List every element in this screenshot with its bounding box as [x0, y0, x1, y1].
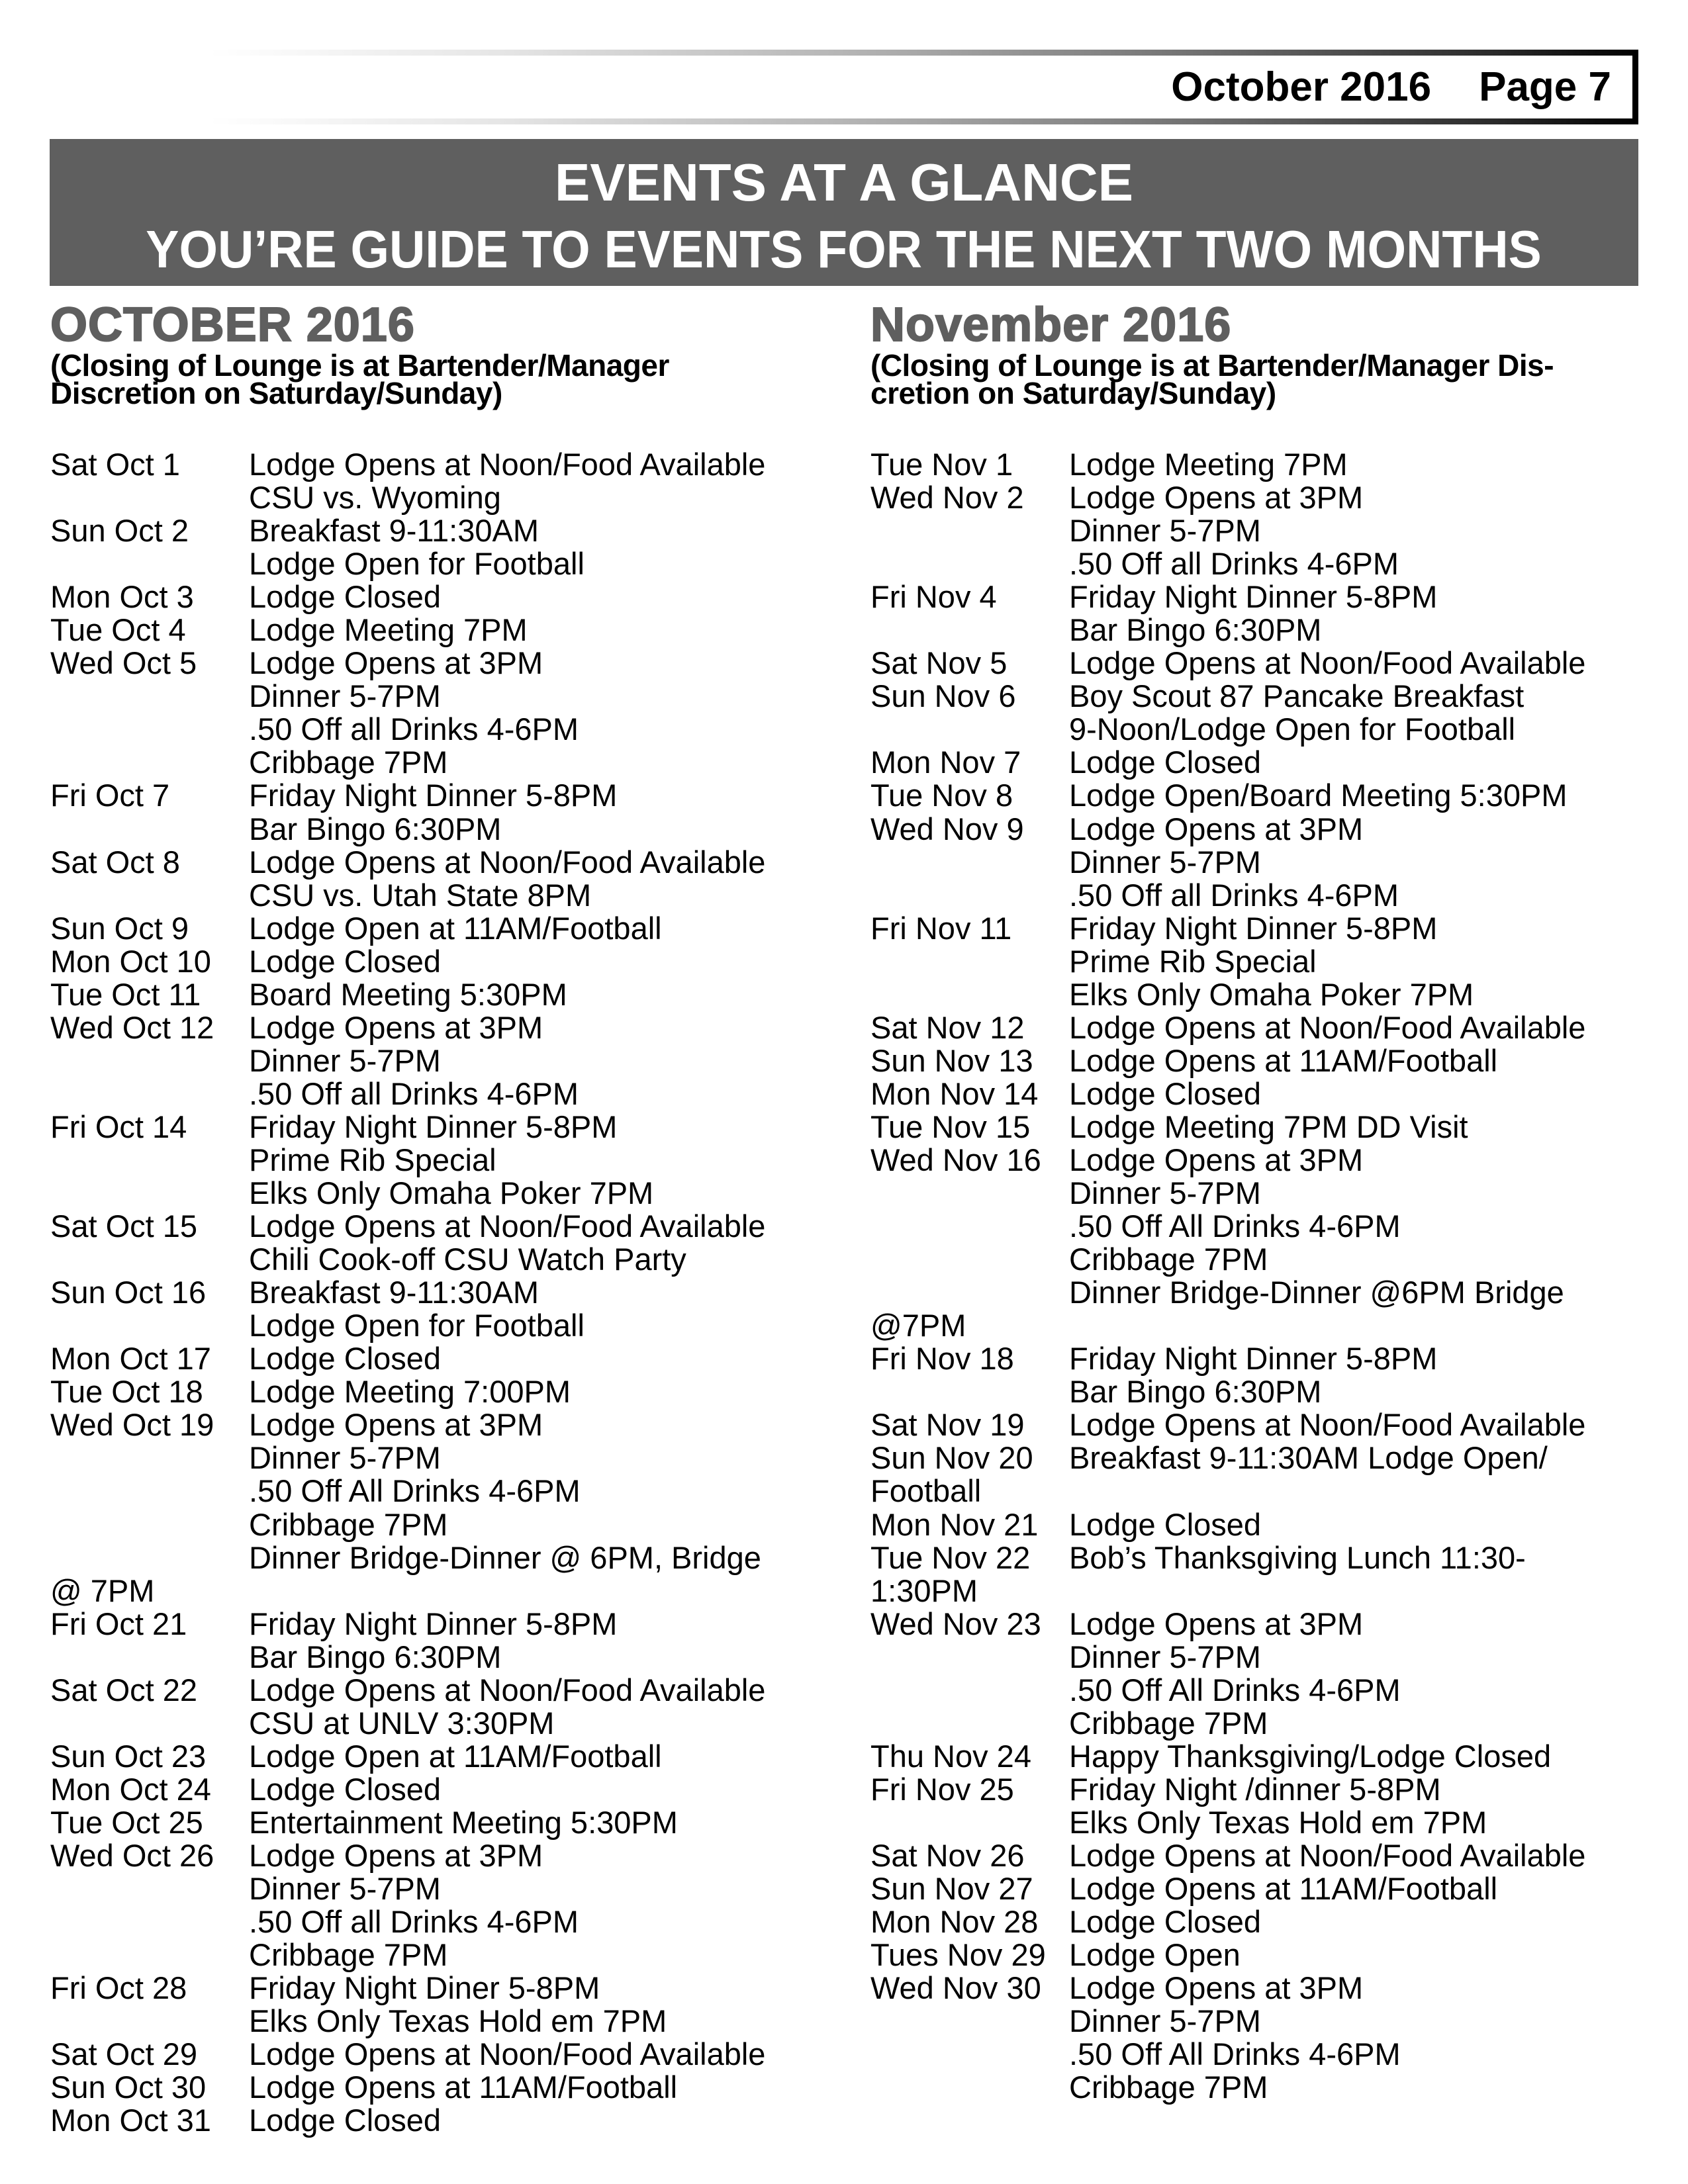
event-row: [50, 1905, 831, 1938]
event-row: [870, 2038, 1652, 2071]
event-row: [870, 1475, 1652, 1508]
event-text: Lodge Closed: [1069, 1075, 1262, 1111]
event-text: Lodge Closed: [249, 579, 442, 615]
event-text: 9-Noon/Lodge Open for Football: [1069, 711, 1516, 747]
event-row: [870, 680, 1652, 713]
event-date: Mon Oct 24: [50, 1771, 211, 1807]
event-row: [50, 1111, 831, 1144]
event-row: [870, 879, 1652, 912]
event-text: Elks Only Omaha Poker 7PM: [249, 1175, 654, 1211]
event-row: [870, 1773, 1652, 1806]
event-row: [870, 2071, 1652, 2104]
event-date: Fri Nov 11: [870, 910, 1012, 946]
event-row: [50, 1773, 831, 1806]
event-row: [870, 647, 1652, 680]
event-date: Tue Oct 4: [50, 612, 186, 648]
event-row: [50, 1872, 831, 1905]
event-date: Sat Nov 26: [870, 1837, 1025, 1873]
event-date: Mon Oct 3: [50, 579, 194, 615]
event-row: [50, 580, 831, 614]
event-text: Dinner 5-7PM: [1069, 1639, 1261, 1674]
event-date: Sun Nov 6: [870, 678, 1016, 714]
event-date: Wed Nov 9: [870, 811, 1024, 846]
event-date: Sun Oct 23: [50, 1738, 207, 1774]
event-text: CSU vs. Wyoming: [249, 480, 501, 516]
event-date: Wed Nov 30: [870, 1970, 1041, 2006]
event-text: Bar Bingo 6:30PM: [1069, 612, 1322, 648]
event-date: Sat Nov 19: [870, 1407, 1025, 1443]
event-row: [870, 1806, 1652, 1839]
event-text: Lodge Opens at 3PM: [1069, 811, 1364, 846]
event-row: [50, 1641, 831, 1674]
event-text: Lodge Open at 11AM/Football: [249, 910, 662, 946]
event-text: Lodge Opens at 3PM: [1069, 480, 1364, 516]
event-row: [50, 680, 831, 713]
event-row: [50, 514, 831, 547]
event-date: Sun Nov 20: [870, 1440, 1033, 1476]
event-row: [50, 448, 831, 481]
event-row: [50, 1077, 831, 1111]
event-text: Lodge Opens at 3PM: [249, 1407, 543, 1443]
event-row: [50, 2005, 831, 2038]
event-row: [870, 1740, 1652, 1773]
event-text: Lodge Meeting 7PM DD Visit: [1069, 1109, 1468, 1144]
event-text: Dinner 5-7PM: [1069, 1175, 1261, 1211]
event-row: [870, 1972, 1652, 2005]
event-text: Lodge Opens at 3PM: [249, 645, 543, 681]
event-text: .50 Off All Drinks 4-6PM: [1069, 1208, 1401, 1244]
event-text: Lodge Closed: [249, 2103, 442, 2138]
event-date: Wed Nov 16: [870, 1142, 1041, 1177]
event-row: [870, 1508, 1652, 1541]
event-text: Dinner 5-7PM: [1069, 513, 1261, 549]
event-text: Dinner 5-7PM: [249, 1042, 441, 1078]
event-text: CSU at UNLV 3:30PM: [249, 1705, 555, 1741]
event-date: Mon Nov 28: [870, 1904, 1039, 1940]
event-row: [50, 1707, 831, 1740]
event-date: Sun Nov 27: [870, 1871, 1033, 1907]
event-date: Sun Oct 30: [50, 2070, 207, 2105]
event-date: Sat Oct 22: [50, 1672, 198, 1707]
event-row: [870, 912, 1652, 945]
event-row: [870, 945, 1652, 978]
event-date: Sat Oct 8: [50, 844, 180, 880]
banner-subtitle-text: YOU’RE GUIDE TO EVENTS FOR THE NEXT TWO MONTHS: [146, 220, 1542, 279]
event-text: Dinner 5-7PM: [249, 678, 441, 714]
event-text: Board Meeting 5:30PM: [249, 976, 567, 1012]
event-row: [50, 1177, 831, 1210]
event-row: [50, 1044, 831, 1077]
event-text: Friday Night Diner 5-8PM: [249, 1970, 600, 2006]
event-text: Lodge Opens at Noon/Food Available: [1069, 1837, 1586, 1873]
event-row: [50, 1210, 831, 1243]
event-row: [870, 580, 1652, 614]
event-row: [50, 746, 831, 779]
page-header: [1171, 61, 1611, 114]
event-row: [50, 1541, 831, 1574]
event-date: Mon Nov 7: [870, 745, 1021, 780]
event-date: Sun Oct 2: [50, 513, 189, 549]
event-row: [50, 1243, 831, 1276]
event-text: Lodge Opens at Noon/Food Available: [249, 2036, 766, 2072]
event-text: Lodge Closed: [1069, 1506, 1262, 1542]
event-row: [870, 1441, 1652, 1475]
event-row: [50, 1839, 831, 1872]
event-date: Tue Nov 15: [870, 1109, 1031, 1144]
event-text-continued: Football: [870, 1473, 982, 1509]
event-text: Lodge Closed: [1069, 1904, 1262, 1940]
event-row: [870, 1641, 1652, 1674]
event-text: Cribbage 7PM: [249, 1937, 448, 1973]
event-text-continued: 1:30PM: [870, 1572, 978, 1608]
event-date: Sun Nov 13: [870, 1042, 1033, 1078]
issue-date: October 2016: [1171, 64, 1432, 110]
event-text: Lodge Open at 11AM/Football: [249, 1738, 662, 1774]
event-date: Thu Nov 24: [870, 1738, 1031, 1774]
event-row: [870, 1375, 1652, 1408]
event-date: Tue Oct 11: [50, 976, 201, 1012]
event-date: Tues Nov 29: [870, 1937, 1046, 1973]
event-row: [870, 1408, 1652, 1441]
event-row: [870, 1707, 1652, 1740]
event-row: [50, 1309, 831, 1342]
event-text: Friday Night Dinner 5-8PM: [1069, 1341, 1438, 1377]
header-right-rule: [1632, 50, 1638, 124]
event-text: Bar Bingo 6:30PM: [249, 1639, 502, 1674]
header-top-rule: [210, 50, 1638, 56]
event-row: [870, 1210, 1652, 1243]
event-date: Tue Oct 25: [50, 1804, 203, 1840]
event-text: Lodge Closed: [1069, 745, 1262, 780]
event-text: Boy Scout 87 Pancake Breakfast: [1069, 678, 1524, 714]
event-row: [50, 481, 831, 514]
event-date: Wed Oct 26: [50, 1837, 214, 1873]
event-text: Prime Rib Special: [1069, 943, 1317, 979]
event-text: Lodge Opens at 3PM: [249, 1837, 543, 1873]
event-text: Lodge Meeting 7PM: [1069, 447, 1348, 482]
event-date: Fri Oct 28: [50, 1970, 187, 2006]
event-date: Fri Nov 25: [870, 1771, 1014, 1807]
event-row: [870, 1574, 1652, 1608]
event-row: [50, 779, 831, 812]
event-text: Lodge Open for Football: [249, 546, 585, 582]
event-text: Lodge Opens at 3PM: [1069, 1142, 1364, 1177]
event-text: .50 Off All Drinks 4-6PM: [1069, 1672, 1401, 1707]
event-date: Fri Nov 18: [870, 1341, 1014, 1377]
event-row: [50, 1740, 831, 1773]
event-text: .50 Off All Drinks 4-6PM: [249, 1473, 581, 1509]
banner-title: EVENTS AT A GLANCE: [554, 153, 1134, 212]
event-row: [50, 647, 831, 680]
event-date: Sat Oct 1: [50, 447, 180, 482]
event-text: Bob’s Thanksgiving Lunch 11:30-: [1069, 1539, 1526, 1575]
event-row: [50, 614, 831, 647]
event-text: Lodge Opens at Noon/Food Available: [249, 1208, 766, 1244]
event-text: Breakfast 9-11:30AM: [249, 1275, 539, 1310]
event-row: [870, 614, 1652, 647]
event-row: [50, 1144, 831, 1177]
event-text: Cribbage 7PM: [249, 1506, 448, 1542]
event-row: [870, 1872, 1652, 1905]
event-date: Sat Nov 12: [870, 1009, 1025, 1045]
event-date: Fri Oct 7: [50, 778, 170, 813]
event-date: Wed Nov 2: [870, 480, 1024, 516]
event-text: Lodge Closed: [249, 1341, 442, 1377]
event-row: [50, 2038, 831, 2071]
event-date: Sat Nov 5: [870, 645, 1008, 681]
event-row: [50, 978, 831, 1011]
event-text: .50 Off All Drinks 4-6PM: [1069, 2036, 1401, 2072]
event-row: [50, 1408, 831, 1441]
event-row: [870, 1674, 1652, 1707]
event-row: [870, 547, 1652, 580]
event-text: .50 Off all Drinks 4-6PM: [249, 711, 579, 747]
event-text: Bar Bingo 6:30PM: [249, 811, 502, 846]
event-row: [870, 1044, 1652, 1077]
event-row: [870, 448, 1652, 481]
event-row: [50, 1972, 831, 2005]
event-row: [870, 1938, 1652, 1972]
event-row: [50, 1938, 831, 1972]
event-text: Lodge Opens at 11AM/Football: [1069, 1042, 1498, 1078]
event-row: [870, 1608, 1652, 1641]
event-date: Sat Oct 15: [50, 1208, 198, 1244]
event-date: Tue Nov 22: [870, 1539, 1031, 1575]
event-date: Fri Oct 14: [50, 1109, 187, 1144]
event-text: Lodge Opens at 11AM/Football: [1069, 1871, 1498, 1907]
event-row: [50, 912, 831, 945]
event-date: Wed Oct 19: [50, 1407, 214, 1443]
event-text: Lodge Closed: [249, 943, 442, 979]
event-text: Elks Only Texas Hold em 7PM: [249, 2003, 667, 2039]
event-text: Lodge Closed: [249, 1771, 442, 1807]
event-text: .50 Off all Drinks 4-6PM: [249, 1075, 579, 1111]
event-row: [50, 846, 831, 879]
event-row: [870, 1309, 1652, 1342]
event-text-continued: @7PM: [870, 1308, 966, 1343]
event-text: Dinner Bridge-Dinner @ 6PM, Bridge: [249, 1539, 761, 1575]
november-note-line: cretion on Saturday/Sunday): [870, 376, 1276, 410]
event-row: [50, 1011, 831, 1044]
event-text: Dinner 5-7PM: [1069, 844, 1261, 880]
event-row: [870, 779, 1652, 812]
event-row: [870, 2005, 1652, 2038]
event-date: Mon Oct 31: [50, 2103, 211, 2138]
november-note: [870, 348, 1652, 410]
event-row: [50, 1674, 831, 1707]
november-note-line: (Closing of Lounge is at Bartender/Manager Dis-: [870, 348, 1554, 383]
event-text: Bar Bingo 6:30PM: [1069, 1374, 1322, 1410]
event-row: [870, 1243, 1652, 1276]
november-column: [870, 298, 1652, 2105]
event-text: CSU vs. Utah State 8PM: [249, 877, 592, 913]
events-banner: [50, 139, 1638, 286]
page-number: Page 7: [1479, 64, 1611, 110]
event-row: [870, 514, 1652, 547]
event-text: Breakfast 9-11:30AM: [249, 513, 539, 549]
event-text: Lodge Opens at Noon/Food Available: [249, 1672, 766, 1707]
event-text: Friday Night Dinner 5-8PM: [249, 1109, 618, 1144]
event-row: [50, 1276, 831, 1309]
event-date: Sun Oct 16: [50, 1275, 207, 1310]
banner-subtitle: [50, 216, 1638, 283]
event-row: [50, 1441, 831, 1475]
event-text: Dinner 5-7PM: [249, 1440, 441, 1476]
event-text: Lodge Opens at 11AM/Football: [249, 2070, 678, 2105]
event-text: Cribbage 7PM: [1069, 1242, 1268, 1277]
event-row: [50, 1475, 831, 1508]
event-text: Lodge Opens at Noon/Food Available: [1069, 1009, 1586, 1045]
october-note-line: Discretion on Saturday/Sunday): [50, 376, 502, 410]
event-row: [50, 713, 831, 746]
event-text: Lodge Opens at Noon/Food Available: [1069, 1407, 1586, 1443]
event-date: Mon Nov 21: [870, 1506, 1039, 1542]
event-text: Lodge Opens at 3PM: [1069, 1970, 1364, 2006]
event-row: [50, 2071, 831, 2104]
event-date: Tue Nov 1: [870, 447, 1013, 482]
event-text: Friday Night Dinner 5-8PM: [1069, 910, 1438, 946]
event-row: [50, 1574, 831, 1608]
event-text: Dinner Bridge-Dinner @6PM Bridge: [1069, 1275, 1564, 1310]
event-text: .50 Off all Drinks 4-6PM: [1069, 877, 1399, 913]
event-row: [870, 978, 1652, 1011]
october-event-list: [50, 448, 831, 2137]
event-text: Happy Thanksgiving/Lodge Closed: [1069, 1738, 1552, 1774]
event-text: Breakfast 9-11:30AM Lodge Open/: [1069, 1440, 1548, 1476]
event-text-continued: @ 7PM: [50, 1572, 155, 1608]
event-row: [870, 746, 1652, 779]
event-text: Friday Night Dinner 5-8PM: [249, 778, 618, 813]
event-date: Tue Oct 18: [50, 1374, 203, 1410]
event-row: [50, 813, 831, 846]
event-text: Lodge Opens at Noon/Food Available: [249, 447, 766, 482]
october-title: OCTOBER 2016: [50, 298, 415, 351]
event-text: Chili Cook-off CSU Watch Party: [249, 1242, 686, 1277]
event-row: [870, 1839, 1652, 1872]
october-column: [50, 298, 831, 2138]
event-text: Dinner 5-7PM: [1069, 2003, 1261, 2039]
event-date: Wed Nov 23: [870, 1606, 1041, 1641]
event-text: Lodge Meeting 7:00PM: [249, 1374, 571, 1410]
event-text: Lodge Opens at Noon/Food Available: [249, 844, 766, 880]
event-text: Friday Night Dinner 5-8PM: [1069, 579, 1438, 615]
event-row: [50, 547, 831, 580]
event-row: [870, 481, 1652, 514]
event-date: Mon Oct 10: [50, 943, 211, 979]
event-date: Fri Nov 4: [870, 579, 997, 615]
event-row: [870, 1905, 1652, 1938]
event-row: [870, 1177, 1652, 1210]
event-text: Lodge Opens at Noon/Food Available: [1069, 645, 1586, 681]
event-date: Wed Oct 12: [50, 1009, 214, 1045]
event-row: [50, 1375, 831, 1408]
october-note: [50, 348, 831, 410]
event-date: Mon Oct 17: [50, 1341, 211, 1377]
event-date: Sat Oct 29: [50, 2036, 198, 2072]
event-row: [870, 846, 1652, 879]
event-text: Lodge Open for Football: [249, 1308, 585, 1343]
event-row: [50, 1608, 831, 1641]
event-text: Cribbage 7PM: [249, 745, 448, 780]
event-text: Friday Night Dinner 5-8PM: [249, 1606, 618, 1641]
event-row: [50, 1806, 831, 1839]
event-text: Friday Night /dinner 5-8PM: [1069, 1771, 1441, 1807]
event-text: Lodge Meeting 7PM: [249, 612, 528, 648]
event-text: Lodge Opens at 3PM: [249, 1009, 543, 1045]
event-text: .50 Off all Drinks 4-6PM: [1069, 546, 1399, 582]
event-row: [50, 945, 831, 978]
event-row: [50, 2104, 831, 2137]
event-text: Lodge Opens at 3PM: [1069, 1606, 1364, 1641]
event-date: Wed Oct 5: [50, 645, 197, 681]
november-event-list: [870, 448, 1652, 2104]
event-row: [870, 1011, 1652, 1044]
event-row: [870, 1077, 1652, 1111]
event-row: [870, 1276, 1652, 1309]
october-note-line: (Closing of Lounge is at Bartender/Manager: [50, 348, 669, 383]
event-text: Cribbage 7PM: [1069, 1705, 1268, 1741]
event-text: .50 Off all Drinks 4-6PM: [249, 1904, 579, 1940]
event-row: [870, 713, 1652, 746]
november-title: November 2016: [870, 298, 1232, 351]
header-bottom-rule: [210, 118, 1638, 124]
event-date: Tue Nov 8: [870, 778, 1013, 813]
event-text: Elks Only Texas Hold em 7PM: [1069, 1804, 1487, 1840]
event-row: [870, 1111, 1652, 1144]
event-text: Cribbage 7PM: [1069, 2070, 1268, 2105]
event-date: Sun Oct 9: [50, 910, 189, 946]
event-text: Lodge Open/Board Meeting 5:30PM: [1069, 778, 1568, 813]
event-row: [50, 1342, 831, 1375]
event-row: [50, 879, 831, 912]
event-text: Lodge Open: [1069, 1937, 1241, 1973]
event-text: Entertainment Meeting 5:30PM: [249, 1804, 678, 1840]
event-row: [50, 1508, 831, 1541]
event-date: Mon Nov 14: [870, 1075, 1039, 1111]
event-date: Fri Oct 21: [50, 1606, 187, 1641]
event-row: [870, 1342, 1652, 1375]
event-text: Dinner 5-7PM: [249, 1871, 441, 1907]
event-row: [870, 813, 1652, 846]
event-row: [870, 1144, 1652, 1177]
event-text: Prime Rib Special: [249, 1142, 496, 1177]
event-text: Elks Only Omaha Poker 7PM: [1069, 976, 1474, 1012]
event-row: [870, 1541, 1652, 1574]
